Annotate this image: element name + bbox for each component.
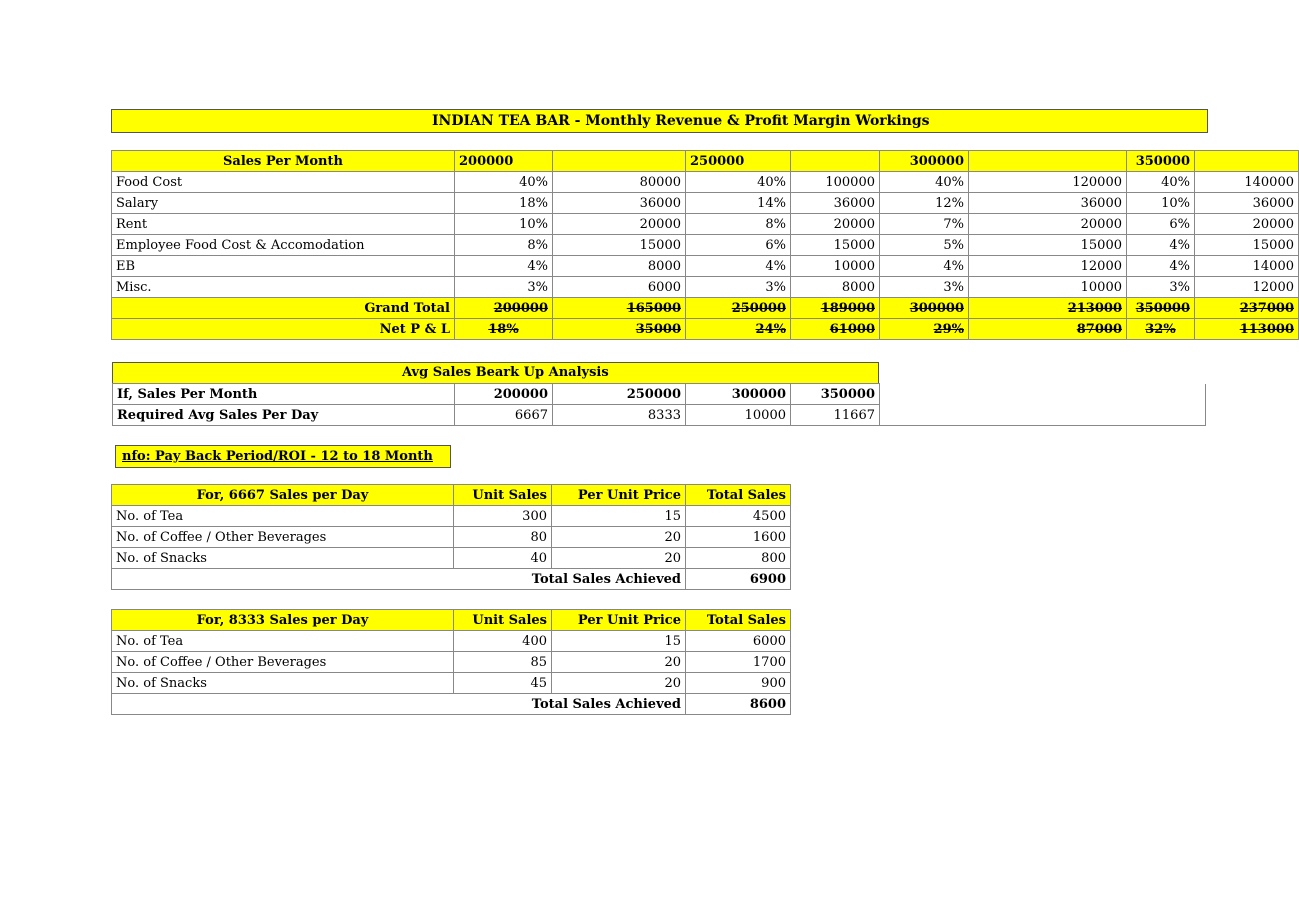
net-pl-label: Net P & L: [112, 319, 455, 340]
cost-label: Employee Food Cost & Accomodation: [112, 235, 455, 256]
grand-total-cell: 213000: [969, 298, 1127, 319]
avg-cell: 11667: [791, 405, 880, 426]
cost-amount: 20000: [969, 214, 1127, 235]
sales-table-header: [112, 610, 791, 631]
sales-table-header: [112, 485, 791, 506]
avg-cell: 200000: [455, 384, 553, 405]
total-sales: 4500: [686, 506, 791, 527]
cost-percent: 8%: [686, 214, 791, 235]
cost-percent: 6%: [1127, 214, 1195, 235]
avg-analysis-title-bar: [112, 362, 879, 384]
header-blank: [1195, 151, 1299, 172]
total-label: Total Sales Achieved: [112, 694, 686, 715]
col-unit-sales: Unit Sales: [454, 610, 552, 631]
cost-amount: 6000: [553, 277, 686, 298]
cost-percent: 3%: [880, 277, 969, 298]
cost-percent: 10%: [455, 214, 553, 235]
total-sales: 900: [686, 673, 791, 694]
cost-percent: 4%: [686, 256, 791, 277]
avg-cell: 8333: [553, 405, 686, 426]
cost-row: [112, 193, 1299, 214]
sales-table-title: For, 8333 Sales per Day: [112, 610, 454, 631]
unit-price: 20: [552, 673, 686, 694]
cost-label: Rent: [112, 214, 455, 235]
avg-analysis-table: [112, 383, 880, 426]
net-pl-cell: 113000: [1195, 319, 1299, 340]
grand-total-label: Grand Total: [112, 298, 455, 319]
avg-cell: 300000: [686, 384, 791, 405]
table-row: [112, 527, 791, 548]
cost-percent: 12%: [880, 193, 969, 214]
cost-percent: 3%: [686, 277, 791, 298]
net-pl-cell: 29%: [880, 319, 969, 340]
cost-row: [112, 214, 1299, 235]
cost-amount: 140000: [1195, 172, 1299, 193]
sales-level: 200000: [455, 151, 553, 172]
table-row: [112, 548, 791, 569]
unit-price: 15: [552, 631, 686, 652]
total-label: Total Sales Achieved: [112, 569, 686, 590]
payback-info-text: nfo: Pay Back Period/ROI - 12 to 18 Month: [122, 449, 433, 464]
total-row: [112, 694, 791, 715]
avg-cell: 250000: [553, 384, 686, 405]
net-pl-row: [112, 319, 1299, 340]
cost-amount: 36000: [1195, 193, 1299, 214]
avg-row-sales: [113, 384, 880, 405]
unit-price: 20: [552, 527, 686, 548]
cost-amount: 36000: [791, 193, 880, 214]
net-pl-cell: 32%: [1127, 319, 1195, 340]
unit-sales: 80: [454, 527, 552, 548]
cost-percent: 10%: [1127, 193, 1195, 214]
grand-total-cell: 350000: [1127, 298, 1195, 319]
avg-analysis-extension: [878, 384, 1206, 426]
cost-amount: 20000: [1195, 214, 1299, 235]
cost-row: [112, 256, 1299, 277]
total-value: 6900: [686, 569, 791, 590]
cost-label: Misc.: [112, 277, 455, 298]
cost-amount: 15000: [1195, 235, 1299, 256]
sales-table-8333: [111, 609, 791, 715]
unit-sales: 85: [454, 652, 552, 673]
item-label: No. of Tea: [112, 506, 454, 527]
cost-amount: 15000: [553, 235, 686, 256]
sales-table-6667: [111, 484, 791, 590]
net-pl-cell: 18%: [455, 319, 553, 340]
cost-percent: 5%: [880, 235, 969, 256]
cost-percent: 4%: [1127, 256, 1195, 277]
cost-amount: 14000: [1195, 256, 1299, 277]
payback-info-box: [115, 445, 451, 468]
cost-amount: 100000: [791, 172, 880, 193]
cost-amount: 12000: [969, 256, 1127, 277]
cost-percent: 4%: [880, 256, 969, 277]
cost-amount: 8000: [791, 277, 880, 298]
cost-row: [112, 172, 1299, 193]
cost-amount: 10000: [969, 277, 1127, 298]
total-value: 8600: [686, 694, 791, 715]
item-label: No. of Snacks: [112, 673, 454, 694]
total-row: [112, 569, 791, 590]
cost-amount: 15000: [791, 235, 880, 256]
cost-amount: 20000: [791, 214, 880, 235]
cost-percent: 4%: [1127, 235, 1195, 256]
grand-total-cell: 200000: [455, 298, 553, 319]
unit-price: 20: [552, 652, 686, 673]
avg-row-per-day: [113, 405, 880, 426]
unit-price: 20: [552, 548, 686, 569]
net-pl-cell: 87000: [969, 319, 1127, 340]
col-per-unit-price: Per Unit Price: [552, 610, 686, 631]
grand-total-cell: 300000: [880, 298, 969, 319]
avg-cell: 10000: [686, 405, 791, 426]
cost-amount: 36000: [969, 193, 1127, 214]
cost-amount: 20000: [553, 214, 686, 235]
total-sales: 6000: [686, 631, 791, 652]
col-per-unit-price: Per Unit Price: [552, 485, 686, 506]
cost-percent: 14%: [686, 193, 791, 214]
cost-amount: 8000: [553, 256, 686, 277]
cost-percent: 40%: [455, 172, 553, 193]
cost-percent: 3%: [455, 277, 553, 298]
cost-amount: 15000: [969, 235, 1127, 256]
cost-percent: 40%: [686, 172, 791, 193]
header-blank: [553, 151, 686, 172]
net-pl-cell: 35000: [553, 319, 686, 340]
total-sales: 1700: [686, 652, 791, 673]
cost-amount: 80000: [553, 172, 686, 193]
avg-analysis-title: Avg Sales Beark Up Analysis: [402, 365, 609, 380]
col-total-sales: Total Sales: [686, 485, 791, 506]
item-label: No. of Tea: [112, 631, 454, 652]
total-sales: 800: [686, 548, 791, 569]
cost-percent: 6%: [686, 235, 791, 256]
cost-percent: 40%: [1127, 172, 1195, 193]
grand-total-cell: 237000: [1195, 298, 1299, 319]
revenue-table: [111, 150, 1299, 340]
revenue-header-row: [112, 151, 1299, 172]
unit-sales: 300: [454, 506, 552, 527]
cost-amount: 12000: [1195, 277, 1299, 298]
cost-percent: 40%: [880, 172, 969, 193]
item-label: No. of Coffee / Other Beverages: [112, 527, 454, 548]
sales-table-title: For, 6667 Sales per Day: [112, 485, 454, 506]
avg-row1-label: If, Sales Per Month: [113, 384, 455, 405]
sales-level: 350000: [1127, 151, 1195, 172]
cost-percent: 7%: [880, 214, 969, 235]
grand-total-cell: 250000: [686, 298, 791, 319]
avg-cell: 350000: [791, 384, 880, 405]
table-row: [112, 673, 791, 694]
sheet-title-bar: [111, 109, 1208, 133]
header-blank: [791, 151, 880, 172]
cost-amount: 10000: [791, 256, 880, 277]
sales-per-month-header: Sales Per Month: [112, 151, 455, 172]
unit-price: 15: [552, 506, 686, 527]
item-label: No. of Coffee / Other Beverages: [112, 652, 454, 673]
cost-percent: 3%: [1127, 277, 1195, 298]
cost-percent: 18%: [455, 193, 553, 214]
grand-total-cell: 189000: [791, 298, 880, 319]
unit-sales: 400: [454, 631, 552, 652]
cost-row: [112, 235, 1299, 256]
cost-amount: 120000: [969, 172, 1127, 193]
cost-row: [112, 277, 1299, 298]
unit-sales: 40: [454, 548, 552, 569]
sales-level: 300000: [880, 151, 969, 172]
cost-label: EB: [112, 256, 455, 277]
net-pl-cell: 24%: [686, 319, 791, 340]
cost-amount: 36000: [553, 193, 686, 214]
sales-level: 250000: [686, 151, 791, 172]
cost-percent: 4%: [455, 256, 553, 277]
table-row: [112, 652, 791, 673]
sheet-title: INDIAN TEA BAR - Monthly Revenue & Profit Margin Workings: [432, 113, 930, 129]
cost-percent: 8%: [455, 235, 553, 256]
avg-row2-label: Required Avg Sales Per Day: [113, 405, 455, 426]
grand-total-row: [112, 298, 1299, 319]
unit-sales: 45: [454, 673, 552, 694]
net-pl-cell: 61000: [791, 319, 880, 340]
header-blank: [969, 151, 1127, 172]
col-unit-sales: Unit Sales: [454, 485, 552, 506]
col-total-sales: Total Sales: [686, 610, 791, 631]
cost-label: Food Cost: [112, 172, 455, 193]
cost-label: Salary: [112, 193, 455, 214]
table-row: [112, 631, 791, 652]
item-label: No. of Snacks: [112, 548, 454, 569]
total-sales: 1600: [686, 527, 791, 548]
table-row: [112, 506, 791, 527]
avg-cell: 6667: [455, 405, 553, 426]
grand-total-cell: 165000: [553, 298, 686, 319]
